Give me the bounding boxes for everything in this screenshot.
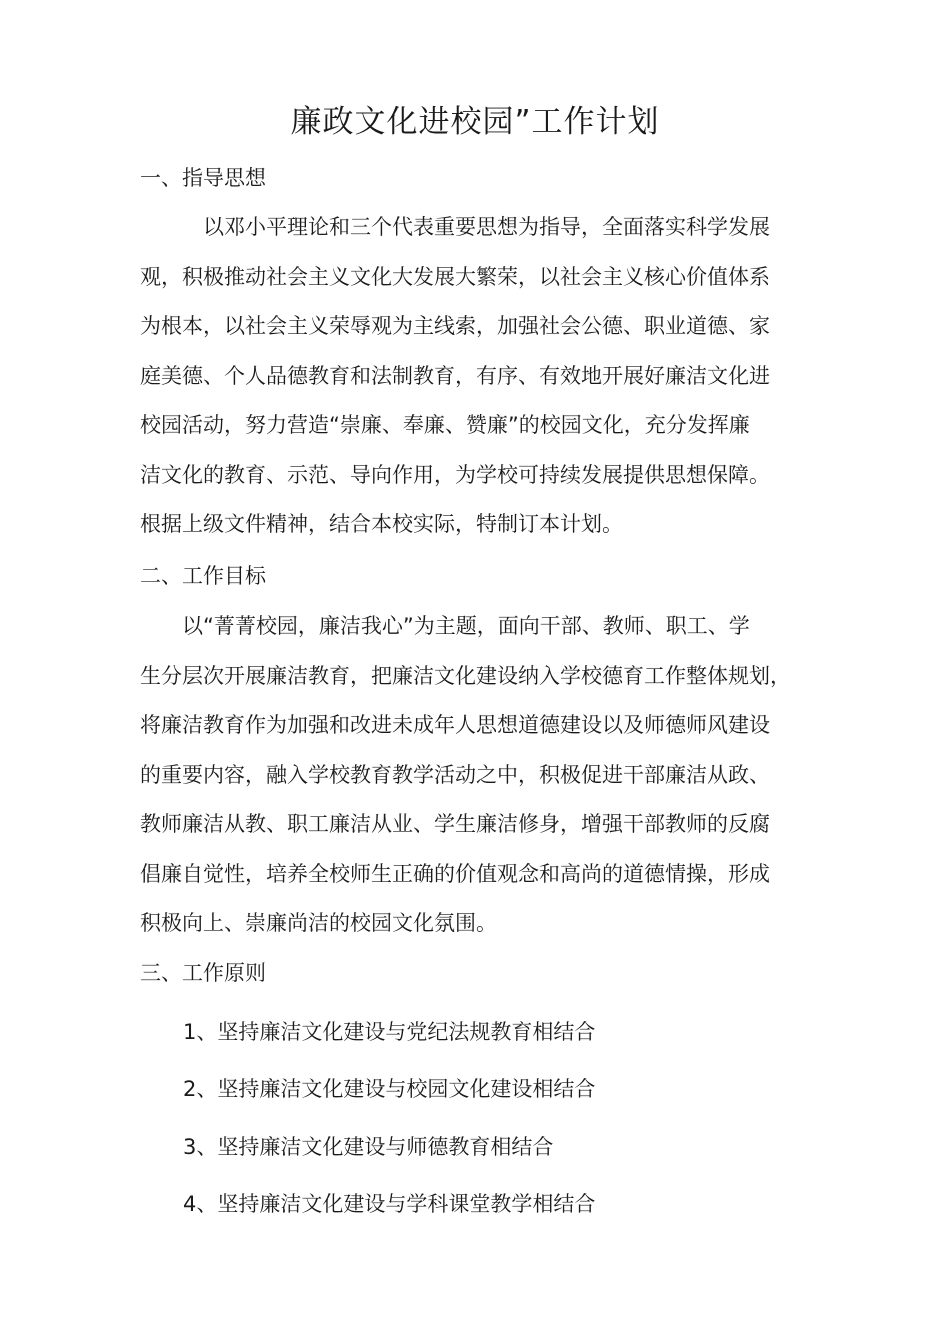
paragraph-line: 庭美德、个人品德教育和法制教育，有序、有效地开展好廉洁文化进: [140, 363, 770, 388]
paragraph-line: 生分层次开展廉洁教育，把廉洁文化建设纳入学校德育工作整体规划，: [140, 663, 791, 688]
principle-item: 2、坚持廉洁文化建设与校园文化建设相结合: [183, 1077, 596, 1101]
paragraph-line: 以“菁菁校园，廉洁我心”为主题，面向干部、教师、职工、学: [182, 614, 750, 638]
section-heading-work-goals: 二、工作目标: [140, 564, 266, 588]
paragraph-work-goals: [140, 602, 820, 949]
paragraph-line: 将廉洁教育作为加强和改进未成年人思想道德建设以及师德师风建设: [140, 713, 770, 737]
section-heading-work-principles: 三、工作原则: [140, 961, 266, 985]
principle-item: 1、坚持廉洁文化建设与党纪法规教育相结合: [183, 1020, 596, 1044]
paragraph-guiding-thought: [140, 203, 820, 550]
paragraph-line: 教师廉洁从教、职工廉洁从业、学生廉洁修身，增强干部教师的反腐: [140, 812, 770, 836]
principle-item: 4、坚持廉洁文化建设与学科课堂教学相结合: [183, 1192, 596, 1216]
paragraph-line: 为根本，以社会主义荣辱观为主线索，加强社会公德、职业道德、家: [140, 314, 770, 338]
section-heading-guiding-thought: 一、指导思想: [140, 166, 266, 190]
principle-item: 3、坚持廉洁文化建设与师德教育相结合: [183, 1135, 554, 1159]
paragraph-line: 校园活动，努力营造“崇廉、奉廉、赞廉”的校园文化，充分发挥廉: [140, 413, 750, 437]
paragraph-line: 根据上级文件精神，结合本校实际，特制订本计划。: [140, 512, 623, 536]
document-title: 廉政文化进校园”工作计划: [290, 104, 660, 140]
paragraph-line: 以邓小平理论和三个代表重要思想为指导，全面落实科学发展: [182, 215, 770, 239]
paragraph-line: 洁文化的教育、示范、导向作用，为学校可持续发展提供思想保障。: [140, 462, 770, 487]
paragraph-line: 积极向上、崇廉尚洁的校园文化氛围。: [140, 911, 497, 935]
paragraph-line: 的重要内容，融入学校教育教学活动之中，积极促进干部廉洁从政、: [140, 762, 770, 787]
paragraph-line: 观，积极推动社会主义文化大发展大繁荣，以社会主义核心价值体系: [140, 264, 770, 289]
paragraph-line: 倡廉自觉性，培养全校师生正确的价值观念和高尚的道德情操，形成: [140, 861, 770, 886]
